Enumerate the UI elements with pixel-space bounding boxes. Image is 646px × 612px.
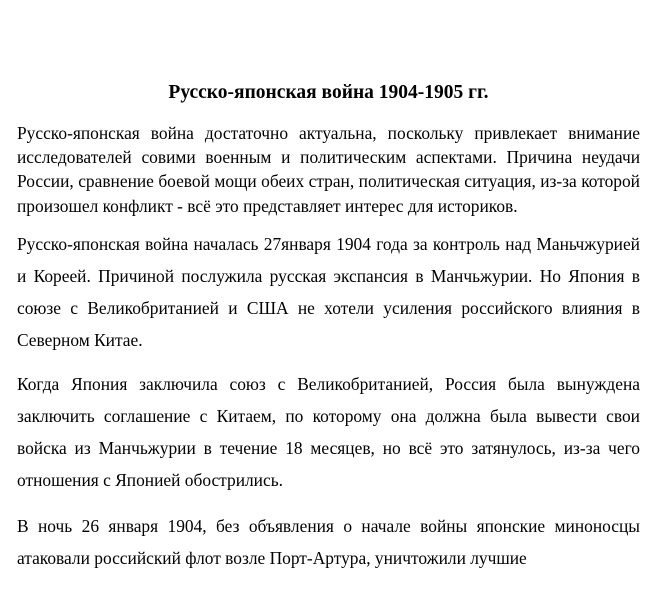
paragraph-alliance: Когда Япония заключила союз с Великобританией, Россия была вынуждена заключить соглашение с Китаем, по которому она должна была вывести свои войска из Манчьжурии в течение 18 месяцев, но всё это затянулось, из-за чего отношения с Японией обострились.: [17, 373, 640, 490]
paragraph-intro: Русско-японская война достаточно актуальна, поскольку привлекает внимание исследователей совими военным и политическим аспектами. Причина неудачи России, сравнение боевой мощи обеих стран, политическая ситуация, из-за которой произошел конфликт - всё это представляет интерес для историков.: [17, 123, 640, 216]
document-page: [17, 0, 640, 574]
paragraph-attack: В ночь 26 января 1904, без объявления о начале войны японские миноносцы атаковали российский флот возле Порт-Артура, уничтожили лучшие: [17, 515, 640, 568]
document-title: Русско-японская война 1904-1905 гг.: [168, 82, 489, 103]
paragraph-war-start: Русско-японская война началась 27января 1904 года за контроль над Маньчжурией и Кореей. Причиной послужила русская экспансия в Манчьжурии. Но Япония в союзе с Великобританией и США не хотели усиления российского влияния в Северном Китае.: [17, 233, 640, 350]
